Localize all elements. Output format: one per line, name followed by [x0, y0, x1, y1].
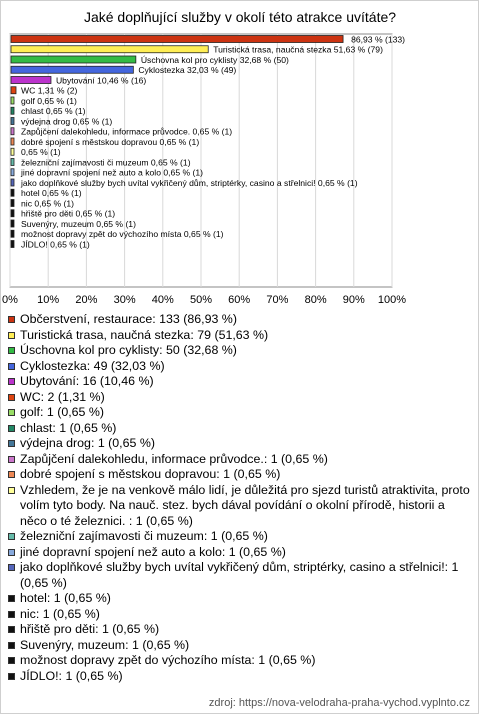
- legend-item: [8, 390, 474, 406]
- legend-label: hotel: 1 (0,65 %): [20, 591, 111, 605]
- legend-item: [8, 653, 474, 669]
- bar-data-label: 86,93 % (133): [351, 34, 406, 45]
- legend-item: [8, 591, 474, 607]
- bar-data-label: dobré spojení s městskou dopravou 0,65 % (1): [21, 136, 200, 147]
- legend-item: [8, 638, 474, 654]
- legend: [8, 312, 474, 684]
- legend-label: golf: 1 (0,65 %): [20, 405, 105, 419]
- legend-item: [8, 436, 474, 452]
- bar-data-label: golf 0,65 % (1): [21, 95, 77, 106]
- bar-data-label: Suvenýry, muzeum 0,65 % (1): [21, 218, 136, 229]
- x-tick-label: 40%: [151, 294, 174, 306]
- legend-item: [8, 560, 474, 591]
- bar-data-label: hotel 0,65 % (1): [21, 188, 82, 199]
- legend-swatch: [8, 626, 15, 633]
- legend-item: [8, 343, 474, 359]
- legend-swatch: [8, 533, 15, 540]
- legend-swatch: [8, 347, 15, 354]
- x-tick-label: 10%: [37, 294, 60, 306]
- bar: [11, 66, 133, 73]
- legend-label: dobré spojení s městskou dopravou: 1 (0,65 %): [20, 467, 281, 481]
- bar-data-label: železniční zajímavosti či muzeum 0,65 % (1): [21, 157, 191, 168]
- bar-data-label: 0,65 % (1): [21, 147, 61, 158]
- legend-item: [8, 607, 474, 623]
- bar: [11, 36, 343, 43]
- legend-swatch: [8, 440, 15, 447]
- bar-data-label: možnost dopravy zpět do výchozího místa 0,65 % (1): [21, 229, 224, 240]
- bar-data-label: Ubytování 10,46 % (16): [55, 75, 147, 86]
- legend-swatch: [8, 595, 15, 602]
- legend-swatch: [8, 394, 15, 401]
- bar-data-label: JÍDLO! 0,65 % (1): [21, 239, 90, 250]
- legend-swatch: [8, 456, 15, 463]
- bar-data-label: chlast 0,65 % (1): [21, 106, 86, 117]
- bar: [11, 97, 14, 104]
- chart-title: Jaké doplňující služby v okolí této atrakce uvítáte?: [83, 9, 397, 25]
- bar-chart: [0, 0, 480, 310]
- x-tick-label: 100%: [377, 294, 407, 306]
- bar: [11, 179, 14, 186]
- legend-swatch: [8, 564, 15, 571]
- legend-label: jiné dopravní spojení než auto a kolo: 1 (0,65 %): [20, 544, 286, 559]
- x-tick-label: 30%: [113, 294, 136, 306]
- legend-item: [8, 622, 474, 638]
- bar: [11, 169, 14, 176]
- x-tick-label: 90%: [342, 294, 365, 306]
- bar: [11, 159, 14, 166]
- legend-label: JÍDLO!: 1 (0,65 %): [20, 668, 123, 683]
- legend-label: hřiště pro děti: 1 (0,65 %): [20, 622, 160, 636]
- bar-data-label: Zapůjčení dalekohledu, informace průvodce. 0,65 % (1): [21, 126, 233, 137]
- legend-item: [8, 483, 474, 530]
- bar-data-label: jiné dopravní spojení než auto a kolo 0,65 % (1): [21, 167, 204, 178]
- bar: [11, 118, 14, 125]
- bar-data-label: jako doplňkové služby bych uvítal vykřičený dům, striptérky, casino a střelnici! 0,65 % (1): [21, 177, 358, 188]
- legend-label: Úschovna kol pro cyklisty: 50 (32,68 %): [20, 343, 237, 357]
- legend-label: výdejna drog: 1 (0,65 %): [20, 436, 155, 450]
- bar: [11, 148, 14, 155]
- bar: [11, 138, 14, 145]
- bar-data-label: Turistická trasa, naučná stezka 51,63 % (79): [213, 44, 383, 55]
- bar-data-label: nic 0,65 % (1): [21, 198, 75, 209]
- legend-swatch: [8, 363, 15, 370]
- bar: [11, 230, 14, 237]
- legend-swatch: [8, 316, 15, 323]
- legend-label: Vzhledem, že je na venkově málo lidí, je důležitá pro sjezd turistů atraktivita, proto volím tyto body. Na nauč. stez. bych dával povídání o okolní přírodě, historii a něco o té železnici. : 1 (0,65 %): [20, 482, 470, 528]
- x-tick-label: 0%: [2, 294, 18, 306]
- x-tick-label: 20%: [75, 294, 98, 306]
- legend-swatch: [8, 549, 15, 556]
- bar: [11, 77, 51, 84]
- legend-swatch: [8, 332, 15, 339]
- legend-item: [8, 312, 474, 328]
- legend-label: jako doplňkové služby bych uvítal vykřičený dům, striptérky, casino a střelnici!: 1 (0,65 %): [20, 560, 459, 590]
- bar: [11, 56, 136, 63]
- legend-item: [8, 421, 474, 437]
- x-tick-label: 50%: [189, 294, 213, 306]
- bar: [11, 107, 14, 114]
- bar-data-label: WC 1,31 % (2): [21, 85, 78, 96]
- legend-item: [8, 452, 474, 468]
- legend-label: Cyklostezka: 49 (32,03 %): [20, 358, 165, 373]
- legend-item: [8, 359, 474, 375]
- legend-swatch: [8, 409, 15, 416]
- legend-item: [8, 374, 474, 390]
- legend-item: [8, 328, 474, 344]
- x-tick-label: 80%: [304, 294, 327, 306]
- legend-swatch: [8, 657, 15, 664]
- legend-swatch: [8, 611, 15, 618]
- legend-label: WC: 2 (1,31 %): [20, 389, 105, 404]
- bar: [11, 46, 208, 53]
- legend-label: nic: 1 (0,65 %): [20, 606, 100, 621]
- legend-item: [8, 529, 474, 545]
- legend-label: Suvenýry, muzeum: 1 (0,65 %): [20, 637, 190, 652]
- legend-swatch: [8, 425, 15, 432]
- legend-swatch: [8, 471, 15, 478]
- x-tick-label: 70%: [266, 294, 289, 306]
- x-tick-label: 60%: [228, 294, 251, 306]
- legend-label: Občerstvení, restaurace: 133 (86,93 %): [20, 312, 237, 326]
- legend-label: Turistická trasa, naučná stezka: 79 (51,63 %): [20, 327, 269, 342]
- legend-swatch: [8, 673, 15, 680]
- bar: [11, 189, 14, 196]
- legend-label: chlast: 1 (0,65 %): [20, 420, 117, 435]
- legend-item: [8, 669, 474, 685]
- bar-data-label: Úschovna kol pro cyklisty 32,68 % (50): [140, 54, 289, 65]
- bar: [11, 200, 14, 207]
- source-note: zdroj: https://nova-velodraha-praha-vychod.vyplnto.cz: [208, 697, 470, 709]
- bar: [11, 210, 14, 217]
- bar: [11, 87, 16, 94]
- legend-item: [8, 545, 474, 561]
- bar: [11, 241, 14, 248]
- legend-swatch: [8, 642, 15, 649]
- legend-swatch: [8, 378, 15, 385]
- bar: [11, 220, 14, 227]
- bar-data-label: výdejna drog 0,65 % (1): [21, 116, 113, 127]
- legend-item: [8, 405, 474, 421]
- bar: [11, 128, 14, 135]
- legend-label: Zapůjčení dalekohledu, informace průvodce.: 1 (0,65 %): [20, 451, 328, 466]
- legend-label: železniční zajímavosti či muzeum: 1 (0,65 %): [20, 529, 268, 543]
- bar-data-label: Cyklostezka 32,03 % (49): [138, 65, 237, 76]
- legend-swatch: [8, 487, 15, 494]
- legend-item: [8, 467, 474, 483]
- legend-label: Ubytování: 16 (10,46 %): [20, 374, 154, 388]
- legend-label: možnost dopravy zpět do výchozího místa: 1 (0,65 %): [20, 653, 316, 667]
- bar-data-label: hřiště pro děti 0,65 % (1): [21, 208, 116, 219]
